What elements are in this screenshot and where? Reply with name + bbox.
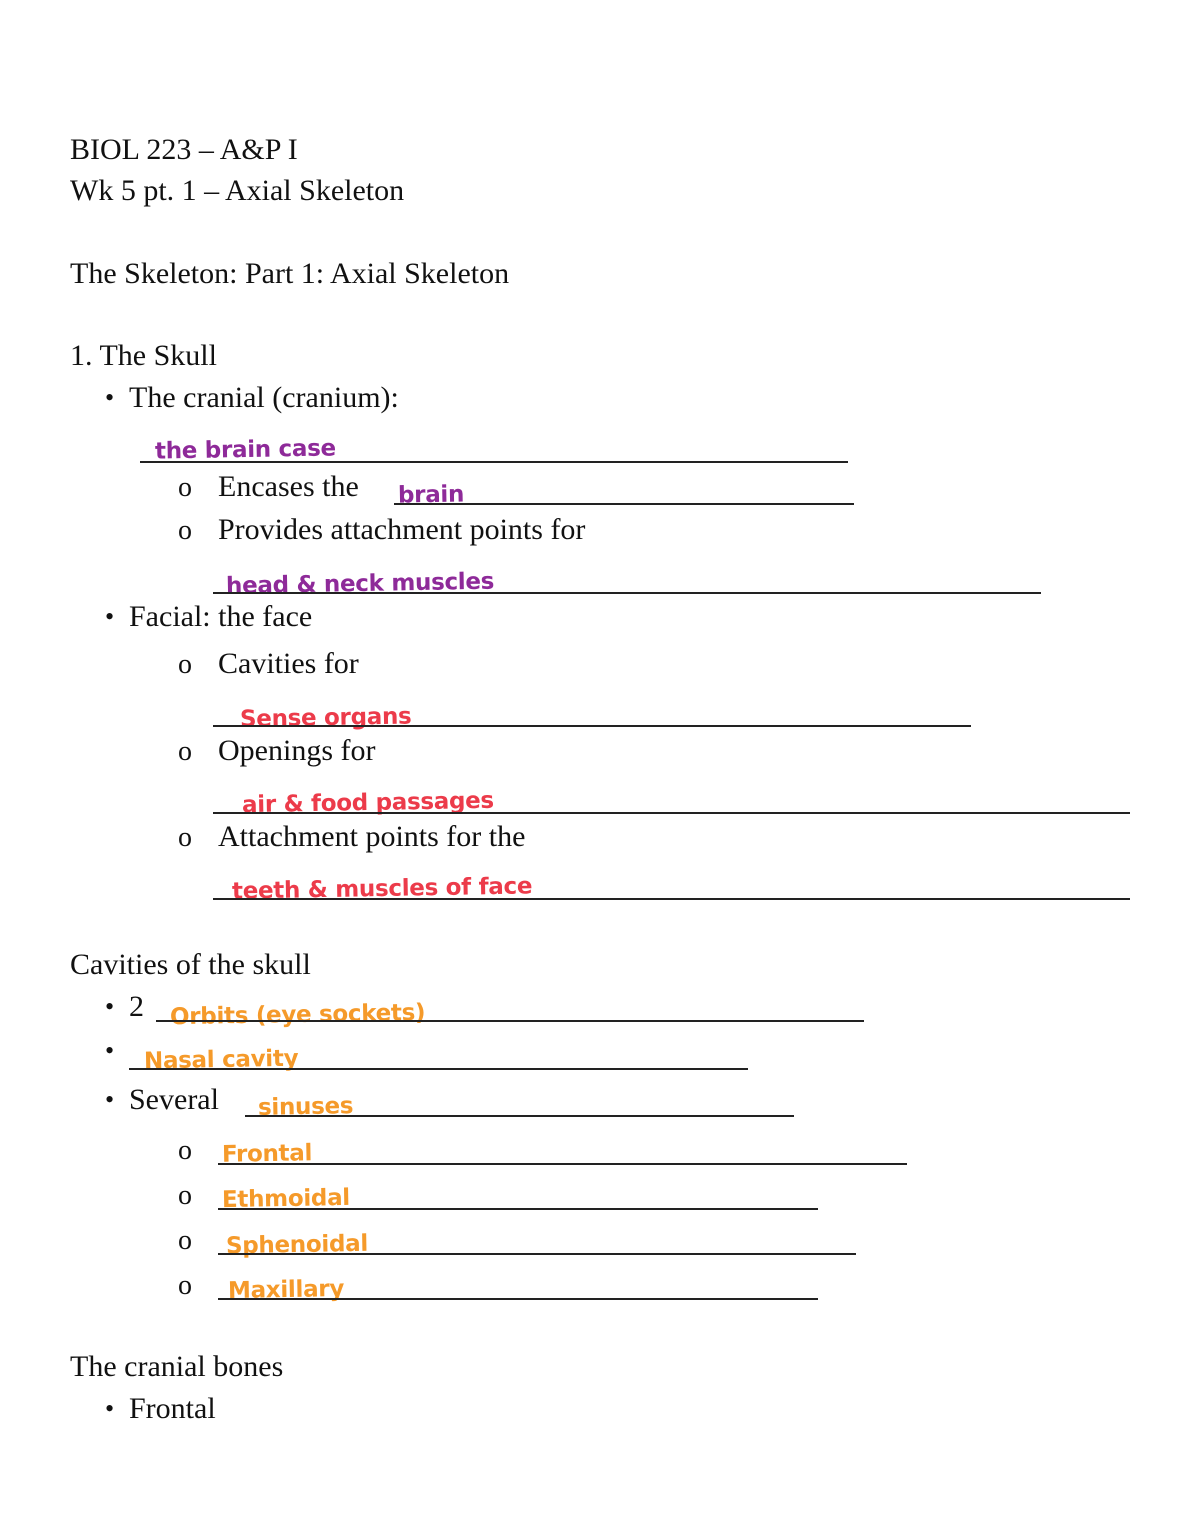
- attach-label: Provides attachment points for: [218, 513, 586, 546]
- bullet: •: [105, 1085, 115, 1114]
- course-title: BIOL 223 – A&P I: [70, 133, 298, 166]
- several-answer: sinuses: [257, 1093, 354, 1121]
- sub-bullet: o: [178, 822, 192, 853]
- sub-bullet: o: [178, 472, 192, 503]
- cavities-answer: Sense organs: [239, 703, 412, 733]
- blank-line: [213, 592, 1041, 594]
- week-title: Wk 5 pt. 1 – Axial Skeleton: [70, 174, 405, 207]
- blank-line: [245, 1115, 794, 1117]
- blank-line: [129, 1068, 748, 1070]
- several-label: Several: [129, 1083, 219, 1116]
- bullet: •: [105, 1036, 115, 1065]
- blank-line: [213, 898, 1130, 900]
- blank-line: [140, 461, 848, 463]
- cranial-bones-heading: The cranial bones: [70, 1350, 284, 1383]
- sub-bullet: o: [178, 1225, 192, 1256]
- cranial-answer: the brain case: [154, 435, 337, 465]
- cavities-heading: Cavities of the skull: [70, 948, 311, 981]
- openings-label: Openings for: [218, 734, 376, 767]
- facial-label: Facial: the face: [129, 600, 313, 633]
- attach-answer: head & neck muscles: [225, 568, 495, 600]
- facial-attach-answer: teeth & muscles of face: [231, 873, 533, 905]
- cranial-bone-frontal: Frontal: [129, 1392, 216, 1425]
- cranial-label: The cranial (cranium):: [129, 381, 399, 414]
- orbits-answer: Orbits (eye sockets): [169, 999, 426, 1031]
- sub-bullet: o: [178, 1270, 192, 1301]
- bullet: •: [105, 602, 115, 631]
- sub-bullet: o: [178, 1135, 192, 1166]
- skull-heading: 1. The Skull: [70, 339, 217, 372]
- bullet: •: [105, 992, 115, 1021]
- sub-bullet: o: [178, 649, 192, 680]
- facial-attach-label: Attachment points for the: [218, 820, 526, 853]
- blank-line: [213, 812, 1130, 814]
- bullet: •: [105, 383, 115, 412]
- blank-line: [213, 725, 971, 727]
- bullet: •: [105, 1394, 115, 1423]
- sinus-sphenoidal: Sphenoidal: [225, 1230, 369, 1260]
- blank-line: [218, 1208, 818, 1210]
- section-title: The Skeleton: Part 1: Axial Skeleton: [70, 257, 510, 290]
- orbits-prefix: 2: [129, 990, 144, 1023]
- sinus-ethmoidal: Ethmoidal: [221, 1184, 351, 1214]
- sub-bullet: o: [178, 736, 192, 767]
- nasal-answer: Nasal cavity: [143, 1045, 299, 1075]
- blank-line: [218, 1298, 818, 1300]
- blank-line: [394, 503, 854, 505]
- encases-answer: brain: [397, 481, 465, 509]
- sub-bullet: o: [178, 515, 192, 546]
- sinus-frontal: Frontal: [221, 1140, 313, 1168]
- encases-label: Encases the: [218, 470, 359, 503]
- blank-line: [218, 1163, 907, 1165]
- sub-bullet: o: [178, 1180, 192, 1211]
- sinus-maxillary: Maxillary: [227, 1275, 345, 1305]
- blank-line: [156, 1020, 864, 1022]
- openings-answer: air & food passages: [241, 787, 495, 819]
- blank-line: [218, 1253, 856, 1255]
- cavities-label: Cavities for: [218, 647, 359, 680]
